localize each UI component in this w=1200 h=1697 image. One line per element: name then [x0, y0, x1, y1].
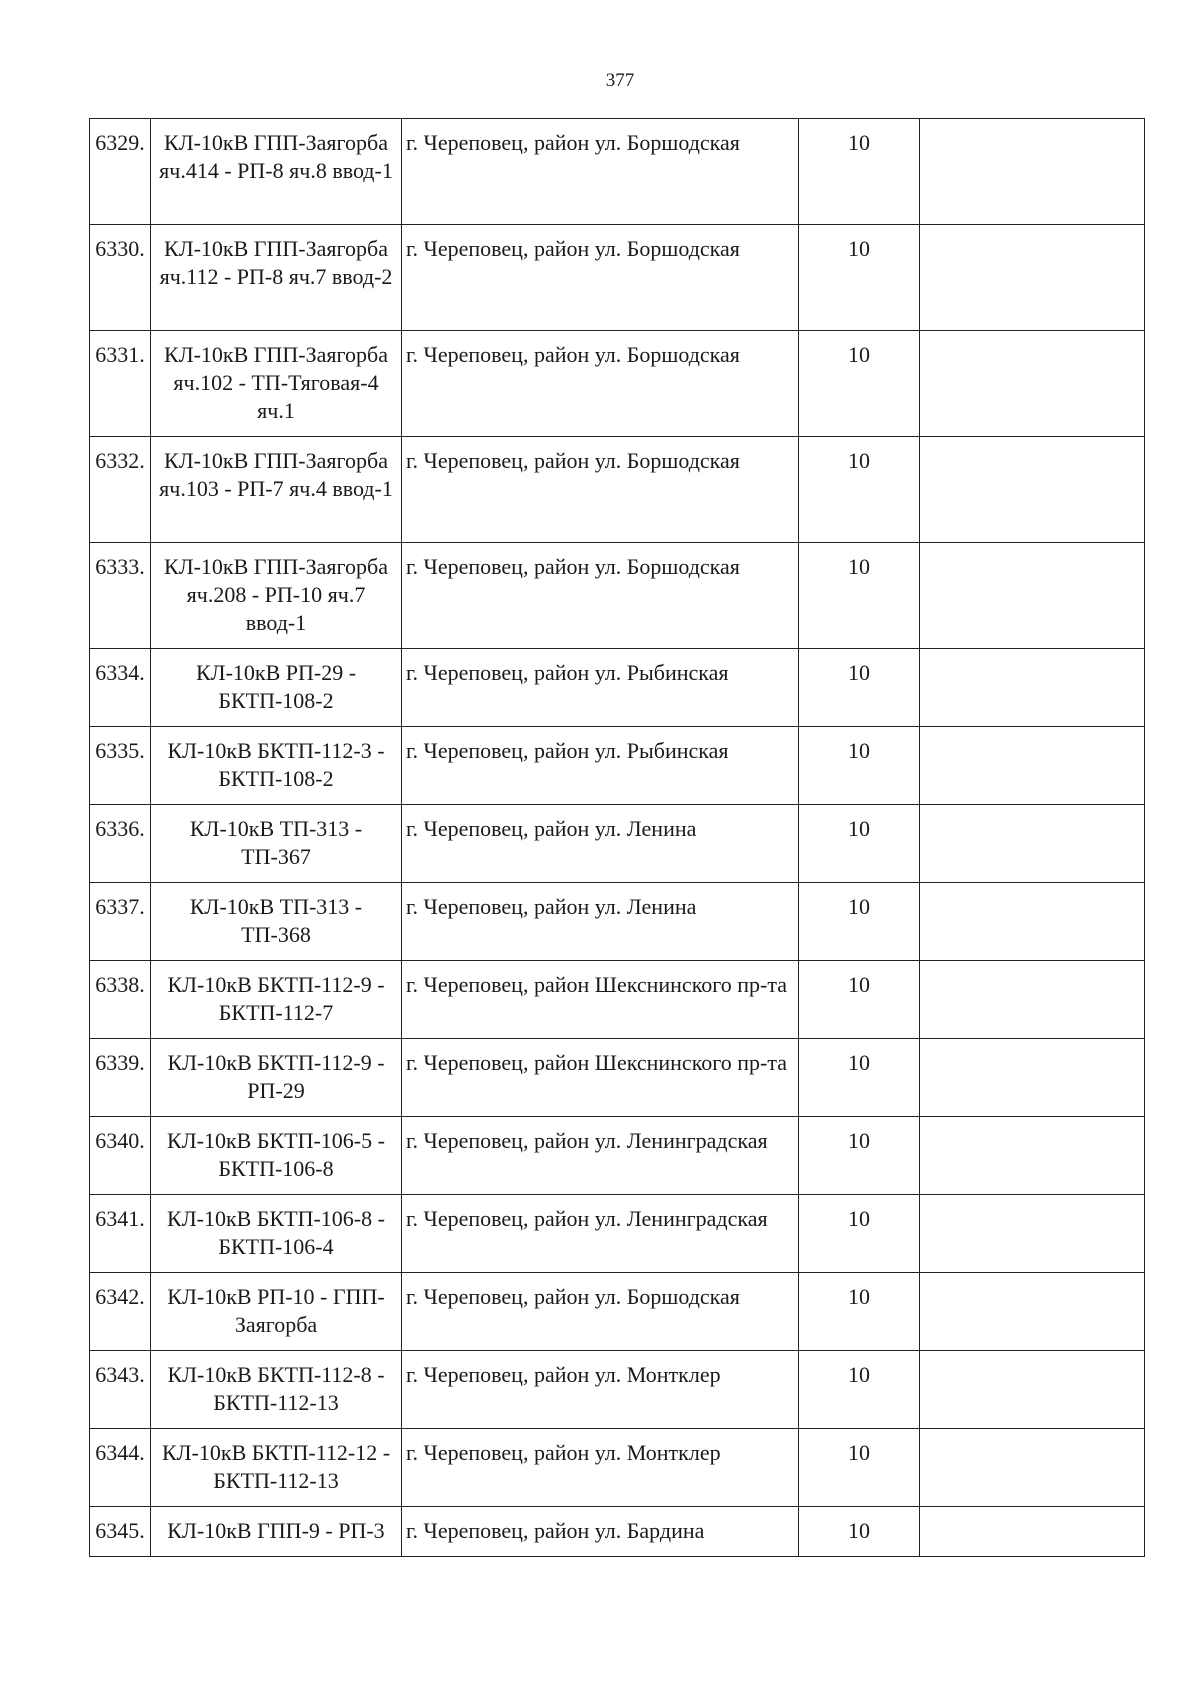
row-number: 6333.: [90, 543, 151, 649]
table-row: [90, 1273, 1145, 1351]
voltage: 10: [799, 1273, 920, 1351]
cable-line-name: КЛ-10кВ РП-29 - БКТП-108-2: [151, 649, 402, 727]
cable-line-name: КЛ-10кВ ГПП-9 - РП-3: [151, 1507, 402, 1557]
table-row: [90, 727, 1145, 805]
note-cell: [920, 1507, 1145, 1557]
row-number: 6334.: [90, 649, 151, 727]
voltage: 10: [799, 437, 920, 543]
row-number: 6344.: [90, 1429, 151, 1507]
voltage: 10: [799, 727, 920, 805]
note-cell: [920, 1429, 1145, 1507]
note-cell: [920, 1273, 1145, 1351]
voltage: 10: [799, 1195, 920, 1273]
note-cell: [920, 119, 1145, 225]
voltage: 10: [799, 1351, 920, 1429]
row-number: 6338.: [90, 961, 151, 1039]
voltage: 10: [799, 1507, 920, 1557]
note-cell: [920, 1195, 1145, 1273]
table-row: [90, 961, 1145, 1039]
location: г. Череповец, район ул. Ленинградская: [402, 1117, 799, 1195]
table-row: [90, 331, 1145, 437]
location: г. Череповец, район ул. Рыбинская: [402, 727, 799, 805]
voltage: 10: [799, 119, 920, 225]
cable-line-name: КЛ-10кВ РП-10 - ГПП-Заягорба: [151, 1273, 402, 1351]
row-number: 6342.: [90, 1273, 151, 1351]
note-cell: [920, 727, 1145, 805]
row-number: 6343.: [90, 1351, 151, 1429]
cable-line-registry-table: [89, 118, 1145, 1557]
location: г. Череповец, район Шекснинского пр-та: [402, 961, 799, 1039]
row-number: 6341.: [90, 1195, 151, 1273]
table-row: [90, 225, 1145, 331]
cable-line-name: КЛ-10кВ ТП-313 - ТП-368: [151, 883, 402, 961]
note-cell: [920, 649, 1145, 727]
table-row: [90, 1429, 1145, 1507]
note-cell: [920, 331, 1145, 437]
voltage: 10: [799, 543, 920, 649]
cable-line-name: КЛ-10кВ БКТП-106-5 - БКТП-106-8: [151, 1117, 402, 1195]
note-cell: [920, 883, 1145, 961]
row-number: 6339.: [90, 1039, 151, 1117]
voltage: 10: [799, 331, 920, 437]
location: г. Череповец, район ул. Ленинградская: [402, 1195, 799, 1273]
cable-line-name: КЛ-10кВ БКТП-112-8 - БКТП-112-13: [151, 1351, 402, 1429]
table-row: [90, 1039, 1145, 1117]
location: г. Череповец, район ул. Монтклер: [402, 1429, 799, 1507]
location: г. Череповец, район ул. Ленина: [402, 805, 799, 883]
cable-line-name: КЛ-10кВ ГПП-Заягорба яч.102 - ТП-Тяговая-4 яч.1: [151, 331, 402, 437]
table-row: [90, 1351, 1145, 1429]
table-row: [90, 119, 1145, 225]
row-number: 6332.: [90, 437, 151, 543]
location: г. Череповец, район ул. Боршодская: [402, 331, 799, 437]
note-cell: [920, 543, 1145, 649]
note-cell: [920, 961, 1145, 1039]
row-number: 6329.: [90, 119, 151, 225]
cable-line-name: КЛ-10кВ БКТП-106-8 - БКТП-106-4: [151, 1195, 402, 1273]
table-row: [90, 543, 1145, 649]
row-number: 6336.: [90, 805, 151, 883]
table-row: [90, 1195, 1145, 1273]
note-cell: [920, 225, 1145, 331]
note-cell: [920, 805, 1145, 883]
location: г. Череповец, район ул. Бардина: [402, 1507, 799, 1557]
table-row: [90, 1117, 1145, 1195]
row-number: 6330.: [90, 225, 151, 331]
cable-line-name: КЛ-10кВ БКТП-112-12 - БКТП-112-13: [151, 1429, 402, 1507]
cable-line-name: КЛ-10кВ БКТП-112-9 - РП-29: [151, 1039, 402, 1117]
row-number: 6340.: [90, 1117, 151, 1195]
voltage: 10: [799, 649, 920, 727]
location: г. Череповец, район ул. Боршодская: [402, 119, 799, 225]
location: г. Череповец, район ул. Боршодская: [402, 1273, 799, 1351]
cable-line-name: КЛ-10кВ ГПП-Заягорба яч.103 - РП-7 яч.4 ввод-1: [151, 437, 402, 543]
table-row: [90, 805, 1145, 883]
note-cell: [920, 1039, 1145, 1117]
table-row: [90, 1507, 1145, 1557]
row-number: 6331.: [90, 331, 151, 437]
voltage: 10: [799, 1117, 920, 1195]
cable-line-name: КЛ-10кВ ГПП-Заягорба яч.208 - РП-10 яч.7 ввод-1: [151, 543, 402, 649]
row-number: 6345.: [90, 1507, 151, 1557]
note-cell: [920, 437, 1145, 543]
page-number: 377: [605, 70, 635, 91]
location: г. Череповец, район ул. Монтклер: [402, 1351, 799, 1429]
location: г. Череповец, район ул. Боршодская: [402, 225, 799, 331]
row-number: 6337.: [90, 883, 151, 961]
note-cell: [920, 1351, 1145, 1429]
voltage: 10: [799, 961, 920, 1039]
location: г. Череповец, район Шекснинского пр-та: [402, 1039, 799, 1117]
cable-line-name: КЛ-10кВ ГПП-Заягорба яч.112 - РП-8 яч.7 ввод-2: [151, 225, 402, 331]
voltage: 10: [799, 805, 920, 883]
row-number: 6335.: [90, 727, 151, 805]
location: г. Череповец, район ул. Рыбинская: [402, 649, 799, 727]
voltage: 10: [799, 1039, 920, 1117]
cable-line-name: КЛ-10кВ ТП-313 - ТП-367: [151, 805, 402, 883]
table-row: [90, 649, 1145, 727]
table-row: [90, 437, 1145, 543]
location: г. Череповец, район ул. Боршодская: [402, 437, 799, 543]
cable-line-name: КЛ-10кВ БКТП-112-9 - БКТП-112-7: [151, 961, 402, 1039]
location: г. Череповец, район ул. Ленина: [402, 883, 799, 961]
voltage: 10: [799, 883, 920, 961]
location: г. Череповец, район ул. Боршодская: [402, 543, 799, 649]
note-cell: [920, 1117, 1145, 1195]
cable-line-name: КЛ-10кВ БКТП-112-3 - БКТП-108-2: [151, 727, 402, 805]
table-row: [90, 883, 1145, 961]
voltage: 10: [799, 1429, 920, 1507]
cable-line-name: КЛ-10кВ ГПП-Заягорба яч.414 - РП-8 яч.8 ввод-1: [151, 119, 402, 225]
voltage: 10: [799, 225, 920, 331]
